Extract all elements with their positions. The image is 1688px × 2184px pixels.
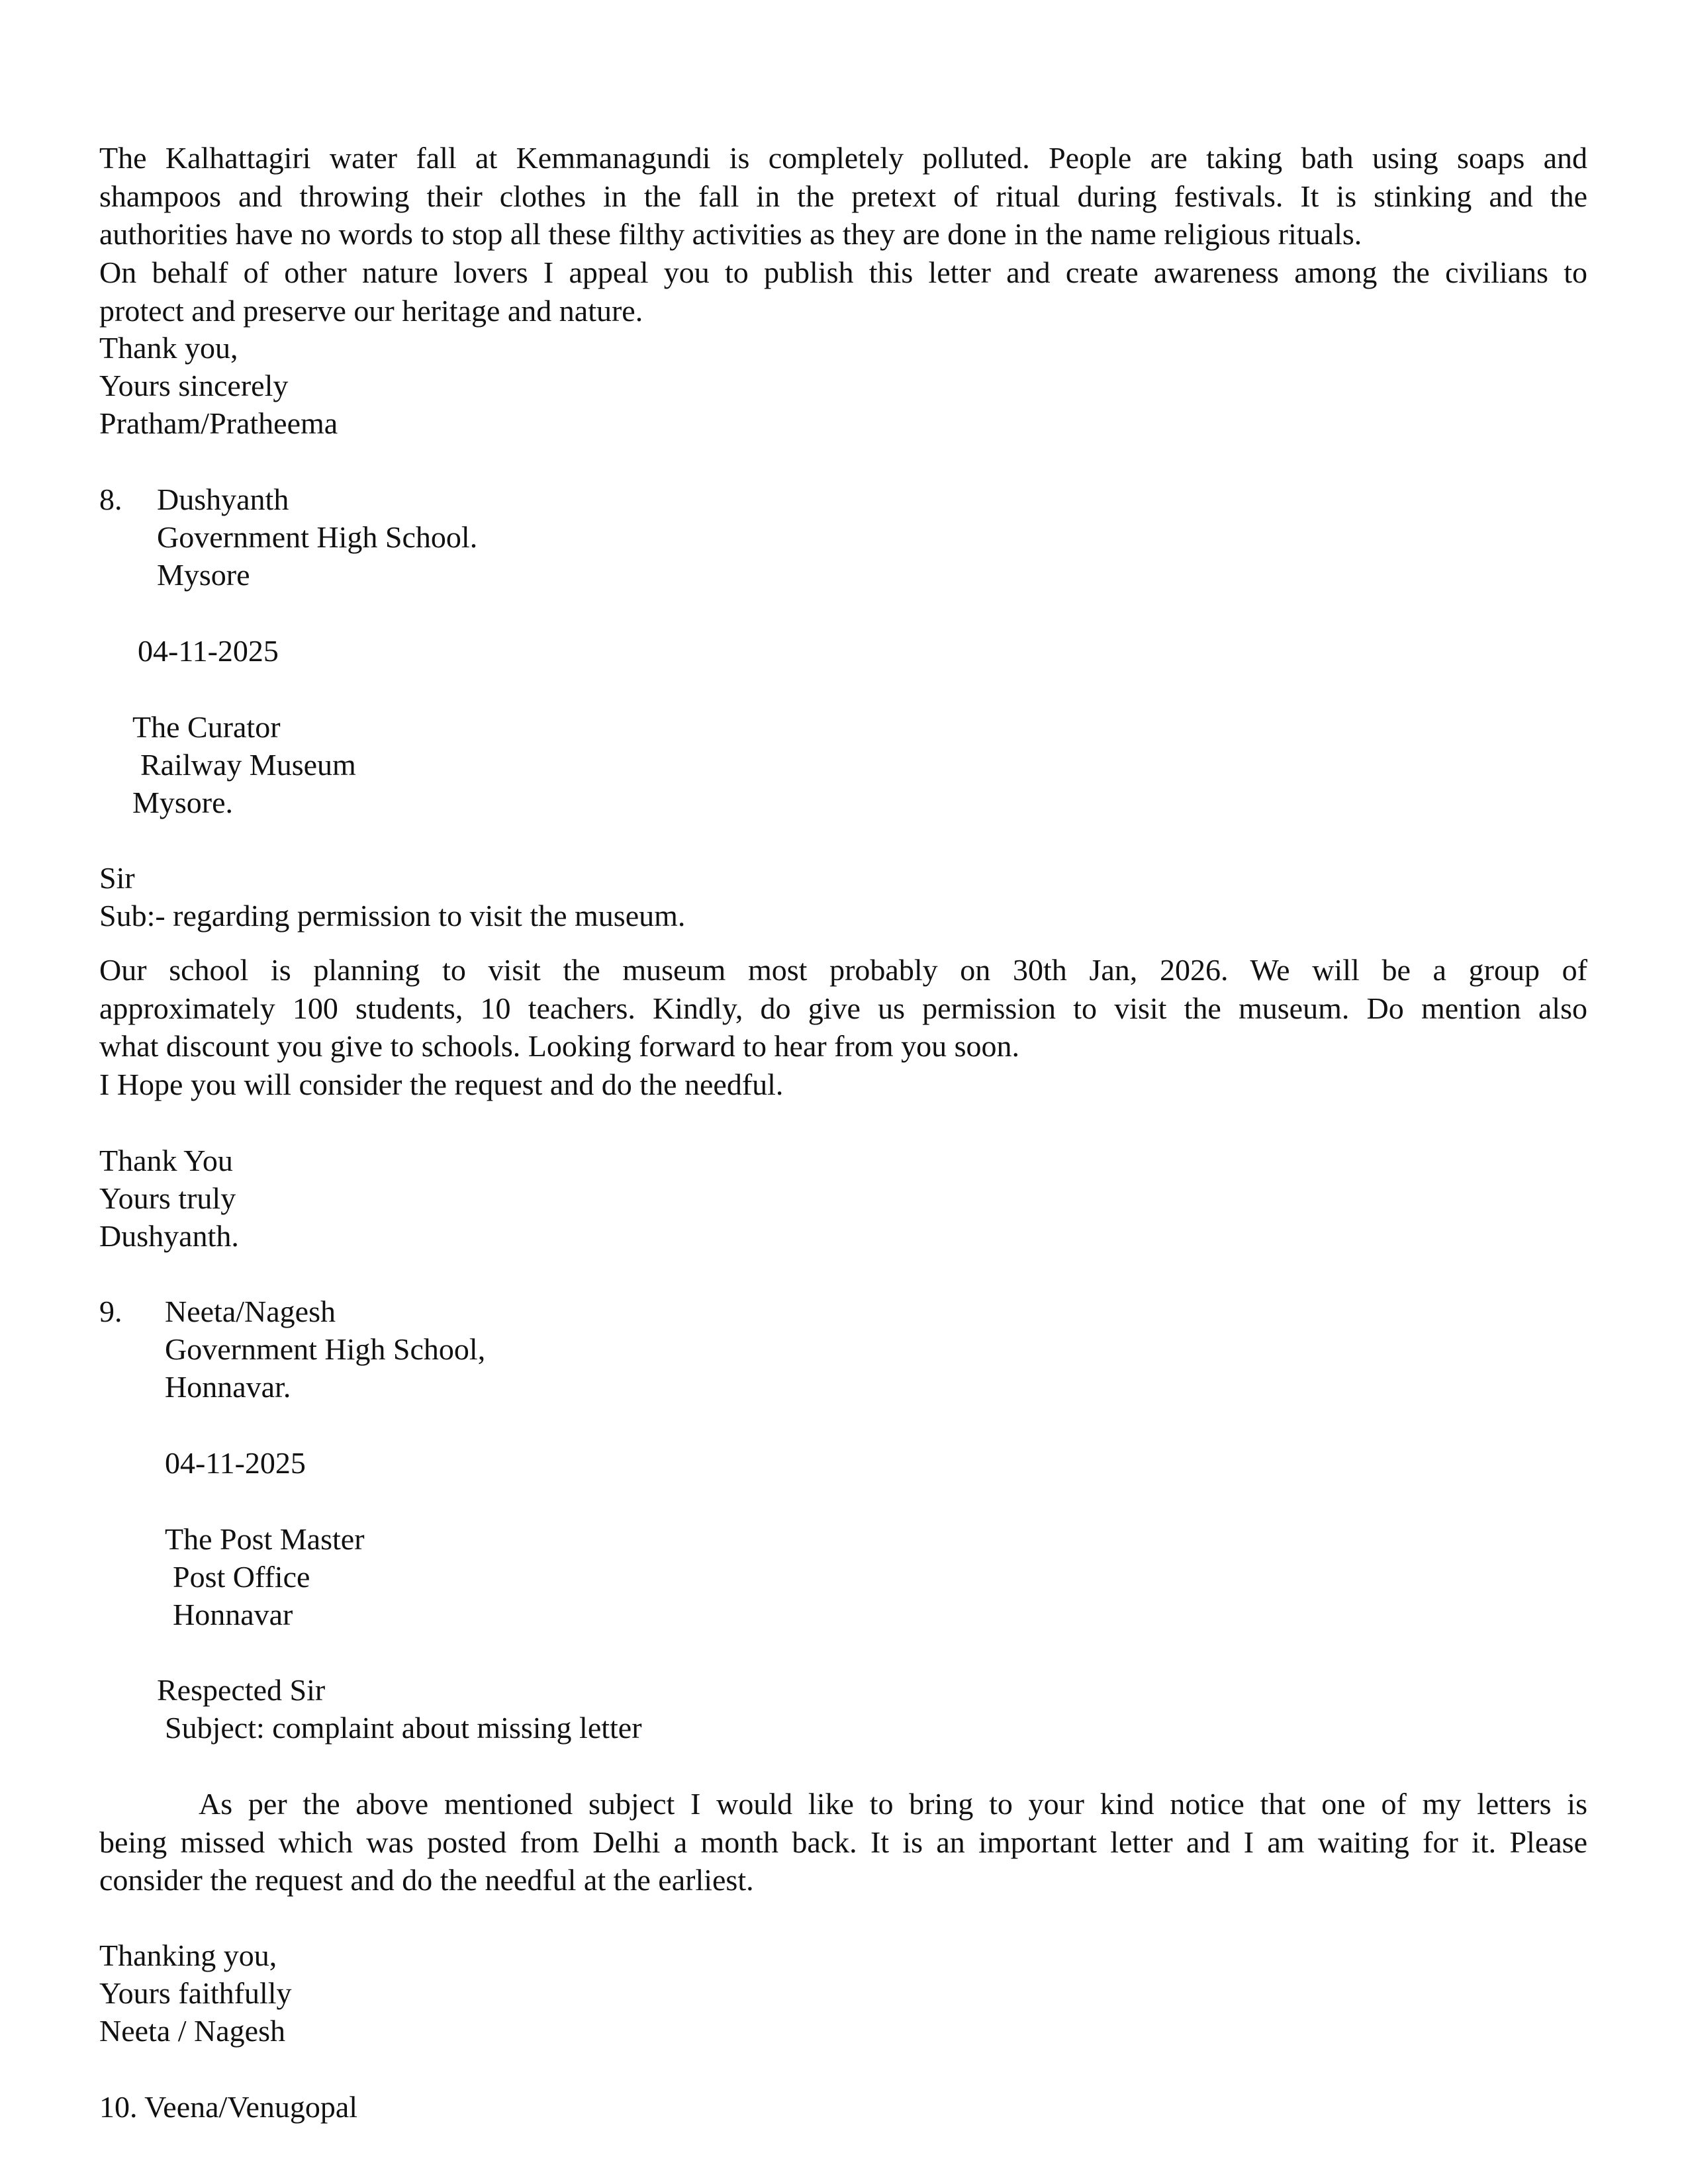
letter7-paragraph-1 — [99, 139, 1587, 253]
letter10-heading: 10. Veena/Venugopal — [99, 2090, 358, 2124]
letter7-closing: Thank you, — [99, 331, 238, 365]
letter7-p2-line1: On behalf of other nature lovers I appeal you to publish this letter and create awareness among the civilians to — [99, 255, 1587, 289]
letter9-body-line2: being missed which was posted from Delhi a month back. It is an important letter and I am waiting for it. Please — [99, 1825, 1587, 1859]
letter7-p1-line2: shampoos and throwing their clothes in the fall in the pretext of ritual during festivals. It is stinking and the — [99, 179, 1587, 213]
letter8-signoff: Yours truly — [99, 1181, 236, 1215]
letter8-closing: Thank You — [99, 1144, 233, 1177]
letter9-closing: Thanking you, — [99, 1938, 277, 1972]
letter8-body-line3: what discount you give to schools. Looking forward to hear from you soon. — [99, 1029, 1019, 1063]
letter9-body-line1 — [99, 1785, 1587, 1823]
letter8-body-line2: approximately 100 students, 10 teachers. Kindly, do give us permission to visit the museum. Do mention also — [99, 991, 1587, 1025]
letter7-paragraph-2 — [99, 253, 1587, 330]
letter9-salutation: Respected Sir — [157, 1673, 326, 1707]
letter8-date: 04-11-2025 — [138, 634, 279, 668]
letter9-sender-name: Neeta/Nagesh — [165, 1295, 336, 1328]
letter8-number: 8. — [99, 482, 122, 516]
letter7-signature: Pratham/Pratheema — [99, 406, 338, 440]
letter8-body-line1: Our school is planning to visit the museum most probably on 30th Jan, 2026. We will be a group of — [99, 953, 1587, 987]
letter9-signature: Neeta / Nagesh — [99, 2014, 285, 2048]
letter8-signature: Dushyanth. — [99, 1219, 239, 1253]
letter9-recipient-org: Post Office — [173, 1560, 310, 1594]
letter7-p2-line2: protect and preserve our heritage and nature. — [99, 293, 643, 328]
letter9-subject: Subject: complaint about missing letter — [165, 1711, 642, 1745]
letter7-signoff: Yours sincerely — [99, 369, 289, 402]
letter8-body-2: I Hope you will consider the request and do the needful. — [99, 1068, 784, 1101]
letter9-recipient-title: The Post Master — [165, 1522, 365, 1556]
letter7-p1-line3: authorities have no words to stop all these filthy activities as they are done in the name religious rituals. — [99, 217, 1362, 251]
letter9-date: 04-11-2025 — [165, 1446, 306, 1480]
letter9-body-line3: consider the request and do the needful at the earliest. — [99, 1863, 754, 1897]
letter8-subject: Sub:- regarding permission to visit the museum. — [99, 899, 686, 933]
letter8-sender-name: Dushyanth — [157, 482, 289, 516]
letter9-body-line1-text: As per the above mentioned subject I would like to bring to your kind notice that one of my letters is — [199, 1787, 1587, 1821]
letter8-recipient-city: Mysore. — [132, 786, 234, 819]
letter9-body — [99, 1785, 1587, 1899]
letter9-number: 9. — [99, 1295, 122, 1328]
letter8-body — [99, 951, 1587, 1066]
letter9-signoff: Yours faithfully — [99, 1976, 292, 2010]
letter8-salutation: Sir — [99, 861, 135, 895]
letter8-sender-city: Mysore — [157, 558, 250, 592]
letter8-sender-school: Government High School. — [157, 520, 478, 554]
letter7-p1-line1: The Kalhattagiri water fall at Kemmanagundi is completely polluted. People are taking bath using soaps and — [99, 141, 1587, 175]
letter8-recipient-title: The Curator — [132, 710, 281, 744]
letter9-sender-city: Honnavar. — [165, 1370, 291, 1404]
letter8-recipient-org: Railway Museum — [140, 748, 356, 782]
letter9-recipient-city: Honnavar — [173, 1598, 293, 1631]
letter9-sender-school: Government High School, — [165, 1332, 486, 1366]
